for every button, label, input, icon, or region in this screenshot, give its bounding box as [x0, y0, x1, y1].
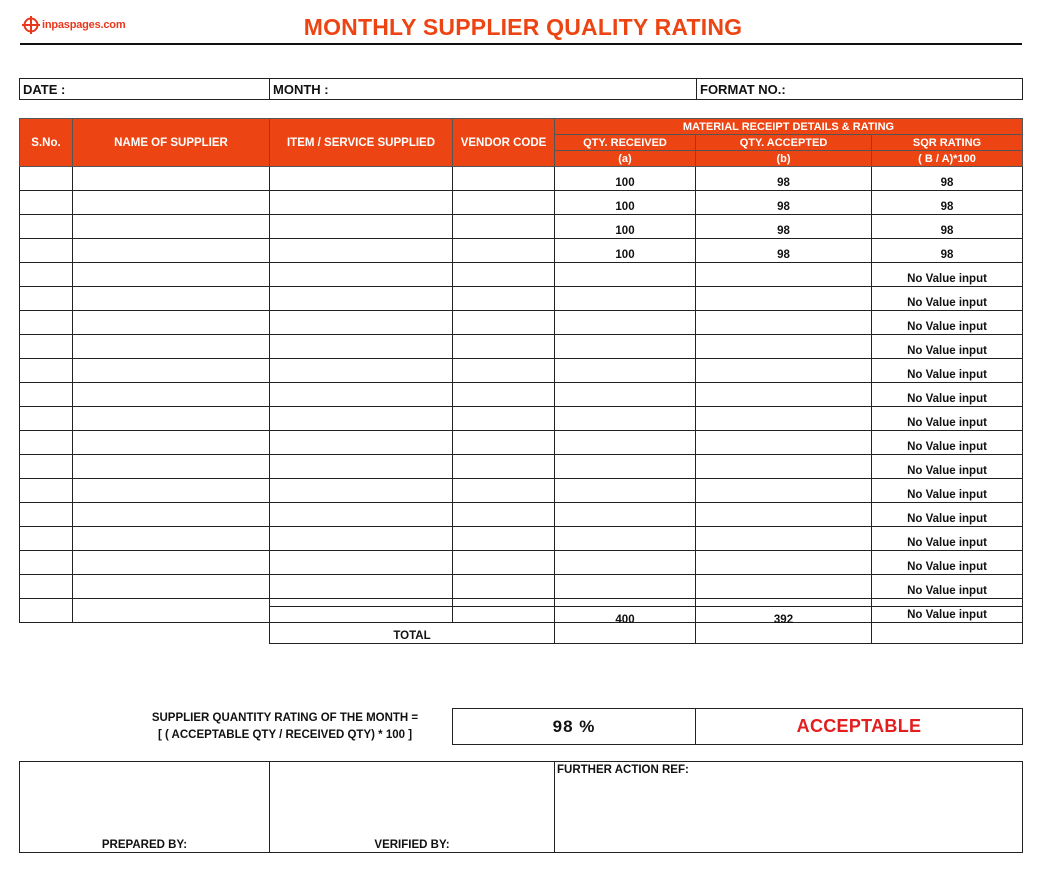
formula-line-2: [ ( ACCEPTABLE QTY / RECEIVED QTY) * 100 ] — [157, 729, 413, 741]
table-row — [20, 167, 1023, 191]
sqr-rating-cell[interactable]: No Value input — [872, 551, 1023, 575]
further-action-ref[interactable]: FURTHER ACTION REF: — [555, 762, 1023, 853]
supplier-cell[interactable] — [73, 287, 270, 311]
table-row — [20, 263, 1023, 287]
qty-accepted-cell[interactable] — [696, 311, 872, 335]
monthly-rating-percent: 98 % — [453, 709, 696, 745]
sqr-rating-cell[interactable]: No Value input — [872, 335, 1023, 359]
qty-received-cell[interactable] — [555, 575, 696, 599]
rating-status: ACCEPTABLE — [696, 709, 1023, 745]
table-row — [20, 215, 1023, 239]
header-qty-accepted: QTY. ACCEPTED — [696, 135, 872, 151]
sno-cell[interactable] — [20, 407, 73, 431]
title-divider — [20, 43, 1022, 45]
sno-cell[interactable] — [20, 263, 73, 287]
header-sqr-formula: ( B / A)*100 — [872, 151, 1023, 167]
vendor-code-cell[interactable] — [453, 455, 555, 479]
qty-accepted-cell[interactable] — [696, 383, 872, 407]
qty-received-cell[interactable] — [555, 383, 696, 407]
qty-received-cell[interactable]: 100 — [555, 215, 696, 239]
item-cell[interactable] — [270, 335, 453, 359]
total-rating-cell — [872, 607, 1023, 644]
table-row — [20, 359, 1023, 383]
qty-received-cell[interactable] — [555, 335, 696, 359]
qty-received-cell[interactable] — [555, 263, 696, 287]
vendor-code-cell[interactable] — [453, 167, 555, 191]
vendor-code-cell[interactable] — [453, 239, 555, 263]
qty-received-cell[interactable] — [555, 527, 696, 551]
vendor-code-cell[interactable] — [453, 575, 555, 599]
qty-received-cell[interactable] — [555, 431, 696, 455]
supplier-cell[interactable] — [73, 575, 270, 599]
vendor-code-cell[interactable] — [453, 527, 555, 551]
qty-accepted-cell[interactable] — [696, 527, 872, 551]
qty-accepted-cell[interactable] — [696, 359, 872, 383]
sno-cell[interactable] — [20, 167, 73, 191]
table-row — [20, 455, 1023, 479]
item-cell[interactable] — [270, 527, 453, 551]
qty-received-cell[interactable]: 100 — [555, 167, 696, 191]
qty-received-cell[interactable] — [555, 503, 696, 527]
table-row — [20, 383, 1023, 407]
vendor-code-cell[interactable] — [453, 383, 555, 407]
item-cell[interactable] — [270, 383, 453, 407]
table-row — [20, 431, 1023, 455]
supplier-cell[interactable] — [73, 455, 270, 479]
verified-by[interactable]: VERIFIED BY: — [270, 762, 555, 853]
item-cell[interactable] — [270, 479, 453, 503]
sno-cell[interactable] — [20, 527, 73, 551]
qty-accepted-cell[interactable] — [696, 455, 872, 479]
supplier-cell[interactable] — [73, 431, 270, 455]
sno-cell[interactable] — [20, 335, 73, 359]
vendor-code-cell[interactable] — [453, 191, 555, 215]
table-row — [20, 335, 1023, 359]
sno-cell[interactable] — [20, 551, 73, 575]
table-row — [20, 287, 1023, 311]
sno-cell[interactable] — [20, 455, 73, 479]
sno-cell[interactable] — [20, 599, 73, 623]
header-sno: S.No. — [20, 119, 73, 167]
header-material-receipt: MATERIAL RECEIPT DETAILS & RATING — [555, 119, 1023, 135]
qty-accepted-cell[interactable] — [696, 503, 872, 527]
sqr-rating-cell[interactable]: No Value input — [872, 479, 1023, 503]
sno-cell[interactable] — [20, 479, 73, 503]
item-cell[interactable] — [270, 575, 453, 599]
sqr-rating-cell[interactable]: 98 — [872, 167, 1023, 191]
table-row — [20, 239, 1023, 263]
header-item: ITEM / SERVICE SUPPLIED — [270, 119, 453, 167]
qty-received-cell[interactable] — [555, 311, 696, 335]
header-qty-accepted-sub: (b) — [696, 151, 872, 167]
vendor-code-cell[interactable] — [453, 407, 555, 431]
qty-accepted-cell[interactable] — [696, 407, 872, 431]
qty-received-cell[interactable] — [555, 407, 696, 431]
supplier-cell[interactable] — [73, 311, 270, 335]
supplier-cell[interactable] — [73, 503, 270, 527]
table-row — [20, 503, 1023, 527]
qty-accepted-cell[interactable]: 98 — [696, 167, 872, 191]
total-received: 400 — [555, 607, 696, 644]
supplier-cell[interactable] — [73, 191, 270, 215]
sno-cell[interactable] — [20, 359, 73, 383]
sqr-rating-cell[interactable]: No Value input — [872, 599, 1023, 623]
supplier-cell[interactable] — [73, 167, 270, 191]
item-cell[interactable] — [270, 287, 453, 311]
sqr-rating-cell[interactable]: No Value input — [872, 527, 1023, 551]
result-table — [452, 708, 1023, 745]
vendor-code-cell[interactable] — [453, 551, 555, 575]
table-row — [20, 191, 1023, 215]
supplier-cell[interactable] — [73, 551, 270, 575]
sqr-rating-cell[interactable]: No Value input — [872, 287, 1023, 311]
table-row — [20, 575, 1023, 599]
table-row — [20, 479, 1023, 503]
signoff-table — [19, 761, 1023, 853]
header-sqr-rating: SQR RATING — [872, 135, 1023, 151]
sqr-rating-cell[interactable]: No Value input — [872, 383, 1023, 407]
vendor-code-cell[interactable] — [453, 431, 555, 455]
total-table — [269, 606, 1023, 644]
header-qty-received: QTY. RECEIVED — [555, 135, 696, 151]
sqr-rating-cell[interactable]: No Value input — [872, 455, 1023, 479]
format-no-field[interactable]: FORMAT NO.: — [697, 79, 1023, 100]
sqr-rating-cell[interactable]: 98 — [872, 239, 1023, 263]
qty-accepted-cell[interactable] — [696, 335, 872, 359]
table-row — [20, 551, 1023, 575]
sqr-rating-cell[interactable]: No Value input — [872, 311, 1023, 335]
qty-accepted-cell[interactable] — [696, 479, 872, 503]
sno-cell[interactable] — [20, 311, 73, 335]
vendor-code-cell[interactable] — [453, 263, 555, 287]
qty-accepted-cell[interactable]: 98 — [696, 239, 872, 263]
vendor-code-cell[interactable] — [453, 503, 555, 527]
supplier-cell[interactable] — [73, 383, 270, 407]
sno-cell[interactable] — [20, 575, 73, 599]
supplier-cell[interactable] — [73, 335, 270, 359]
supplier-cell[interactable] — [73, 359, 270, 383]
sno-cell[interactable] — [20, 431, 73, 455]
qty-received-cell[interactable]: 100 — [555, 191, 696, 215]
item-cell[interactable] — [270, 191, 453, 215]
vendor-code-cell[interactable] — [453, 287, 555, 311]
vendor-code-cell[interactable] — [453, 335, 555, 359]
header-supplier: NAME OF SUPPLIER — [73, 119, 270, 167]
table-row — [20, 407, 1023, 431]
qty-received-cell[interactable] — [555, 455, 696, 479]
page-title: MONTHLY SUPPLIER QUALITY RATING — [303, 14, 743, 40]
sno-cell[interactable] — [20, 215, 73, 239]
qty-accepted-cell[interactable] — [696, 575, 872, 599]
sqr-rating-cell[interactable]: 98 — [872, 215, 1023, 239]
vendor-code-cell[interactable] — [453, 359, 555, 383]
vendor-code-cell[interactable] — [453, 311, 555, 335]
sno-cell[interactable] — [20, 287, 73, 311]
info-table — [19, 78, 1023, 100]
sqr-rating-cell[interactable]: No Value input — [872, 359, 1023, 383]
sqr-rating-cell[interactable]: No Value input — [872, 575, 1023, 599]
item-cell[interactable] — [270, 359, 453, 383]
qty-accepted-cell[interactable]: 98 — [696, 191, 872, 215]
sqr-rating-cell[interactable]: No Value input — [872, 431, 1023, 455]
formula-line-1: SUPPLIER QUANTITY RATING OF THE MONTH = — [151, 712, 419, 724]
sno-cell[interactable] — [20, 383, 73, 407]
supplier-cell[interactable] — [73, 527, 270, 551]
qty-received-cell[interactable] — [555, 359, 696, 383]
qty-accepted-cell[interactable] — [696, 431, 872, 455]
sqr-rating-cell[interactable]: 98 — [872, 191, 1023, 215]
qty-received-cell[interactable] — [555, 479, 696, 503]
qty-accepted-cell[interactable] — [696, 287, 872, 311]
qty-accepted-cell[interactable] — [696, 551, 872, 575]
qty-received-cell[interactable]: 100 — [555, 239, 696, 263]
vendor-code-cell[interactable] — [453, 479, 555, 503]
sno-cell[interactable] — [20, 503, 73, 527]
header-qty-received-sub: (a) — [555, 151, 696, 167]
supplier-cell[interactable] — [73, 239, 270, 263]
qty-received-cell[interactable] — [555, 551, 696, 575]
item-cell[interactable] — [270, 239, 453, 263]
item-cell[interactable] — [270, 503, 453, 527]
rating-formula — [120, 710, 450, 744]
table-row — [20, 311, 1023, 335]
item-cell[interactable] — [270, 263, 453, 287]
supplier-cell[interactable] — [73, 407, 270, 431]
qty-accepted-cell[interactable] — [696, 263, 872, 287]
logo-text: inpaspages.com — [42, 19, 126, 31]
sqr-rating-cell[interactable]: No Value input — [872, 503, 1023, 527]
item-cell[interactable] — [270, 455, 453, 479]
sno-cell[interactable] — [20, 191, 73, 215]
supplier-cell[interactable] — [73, 263, 270, 287]
supplier-cell[interactable] — [73, 215, 270, 239]
qty-accepted-cell[interactable]: 98 — [696, 215, 872, 239]
item-cell[interactable] — [270, 407, 453, 431]
item-cell[interactable] — [270, 167, 453, 191]
qty-received-cell[interactable] — [555, 287, 696, 311]
supplier-cell[interactable] — [73, 479, 270, 503]
rating-table — [19, 118, 1023, 623]
date-field[interactable]: DATE : — [20, 79, 270, 100]
item-cell[interactable] — [270, 431, 453, 455]
supplier-cell[interactable] — [73, 599, 270, 623]
vendor-code-cell[interactable] — [453, 215, 555, 239]
month-field[interactable]: MONTH : — [270, 79, 697, 100]
table-row — [20, 527, 1023, 551]
sqr-rating-cell[interactable]: No Value input — [872, 263, 1023, 287]
item-cell[interactable] — [270, 215, 453, 239]
prepared-by[interactable]: PREPARED BY: — [20, 762, 270, 853]
total-accepted: 392 — [696, 607, 872, 644]
item-cell[interactable] — [270, 311, 453, 335]
sno-cell[interactable] — [20, 239, 73, 263]
sqr-rating-cell[interactable]: No Value input — [872, 407, 1023, 431]
item-cell[interactable] — [270, 551, 453, 575]
total-label: TOTAL — [270, 607, 555, 644]
header-vendor-code: VENDOR CODE — [453, 119, 555, 167]
